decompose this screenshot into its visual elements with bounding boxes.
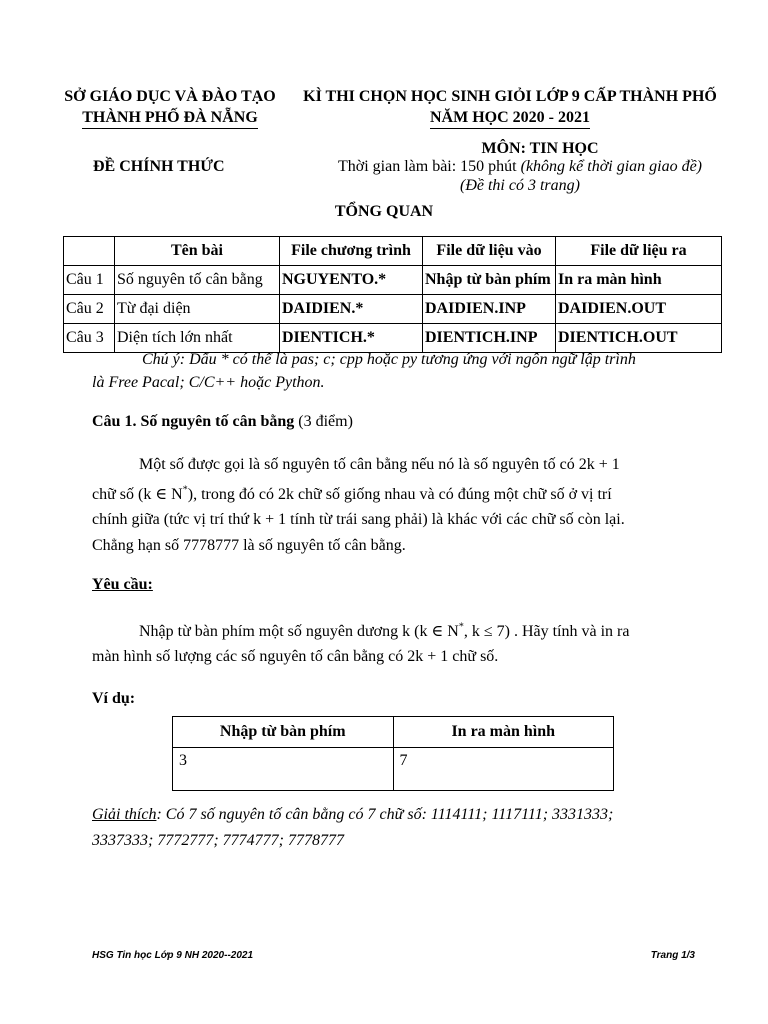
- requirement-line-2: màn hình số lượng các số nguyên tố cân bằng có 2k + 1 chữ số.: [92, 648, 499, 665]
- footer-left: HSG Tin học Lớp 9 NH 2020--2021: [92, 950, 254, 961]
- overview-cell: Số nguyên tố cân bằng: [115, 266, 280, 295]
- pages-note: (Đề thi có 3 trang): [460, 177, 580, 194]
- overview-cell: Câu 1: [64, 266, 115, 295]
- req-text: , k ≤ 7) . Hãy tính và in ra: [463, 623, 630, 640]
- overview-header-cell: File dữ liệu vào: [423, 237, 556, 266]
- overview-cell: DAIDIEN.OUT: [556, 295, 722, 324]
- superscript: *: [458, 621, 464, 633]
- overview-header-cell: [64, 237, 115, 266]
- explanation-text: : Có 7 số nguyên tố cân bằng có 7 chữ số: 1114111; 1117111; 3331333;: [156, 806, 614, 823]
- footer-page-number: Trang 1/3: [650, 950, 695, 961]
- overview-cell: In ra màn hình: [556, 266, 722, 295]
- question-1-heading: [92, 413, 353, 431]
- exam-title-line-1: KÌ THI CHỌN HỌC SINH GIỎI LỚP 9 CẤP THÀNH PHỐ: [303, 88, 717, 105]
- overview-header-cell: File chương trình: [280, 237, 423, 266]
- explanation-label: Giải thích: [92, 806, 157, 823]
- exam-title-line-2: NĂM HỌC 2020 - 2021: [430, 107, 590, 129]
- overview-cell: Diện tích lớn nhất: [115, 324, 280, 353]
- overview-cell: Câu 3: [64, 324, 115, 353]
- overview-header-row: [64, 237, 722, 266]
- overview-header-cell: File dữ liệu ra: [556, 237, 722, 266]
- overview-cell: Từ đại diện: [115, 295, 280, 324]
- para-text: ), trong đó có 2k chữ số giống nhau và có đúng một chữ số ở vị trí: [187, 486, 612, 503]
- overview-row: [64, 295, 722, 324]
- time-line: [300, 158, 740, 176]
- overview-cell: DIENTICH.OUT: [556, 324, 722, 353]
- time-text: Thời gian làm bài: 150 phút: [337, 158, 517, 175]
- subject-label: MÔN: TIN HỌC: [481, 140, 599, 157]
- overview-header-cell: Tên bài: [115, 237, 280, 266]
- overview-cell: DAIDIEN.INP: [423, 295, 556, 324]
- example-header-input: Nhập từ bàn phím: [173, 717, 394, 748]
- overview-cell: Câu 2: [64, 295, 115, 324]
- superscript: *: [182, 484, 188, 496]
- exam-header: [280, 86, 740, 129]
- department-line-2: THÀNH PHỐ ĐÀ NẴNG: [82, 107, 258, 129]
- overview-cell: NGUYENTO.*: [280, 266, 423, 295]
- overview-row: [64, 266, 722, 295]
- explanation-line-2: 3337333; 7772777; 7774777; 7778777: [92, 832, 344, 849]
- example-header-output: In ra màn hình: [393, 717, 614, 748]
- example-input-value: 3: [173, 748, 394, 791]
- time-note: (không kể thời gian giao đề): [520, 158, 703, 175]
- question-1-para-line-1: Một số được gọi là số nguyên tố cân bằng nếu nó là số nguyên tố có 2k + 1: [139, 456, 620, 473]
- example-header-row: [173, 717, 614, 748]
- overview-cell: DAIDIEN.*: [280, 295, 423, 324]
- overview-cell: Nhập từ bàn phím: [423, 266, 556, 295]
- requirement-line-1: [139, 621, 629, 641]
- req-text: Nhập từ bàn phím một số nguyên dương k (k ∈ N: [139, 623, 459, 640]
- overview-cell: DIENTICH.*: [280, 324, 423, 353]
- para-text: chữ số (k ∈ N: [92, 486, 183, 503]
- example-label: Ví dụ:: [92, 690, 136, 707]
- department-line-1: SỞ GIÁO DỤC VÀ ĐÀO TẠO: [64, 88, 276, 105]
- overview-table: [63, 236, 722, 353]
- requirement-label: Yêu cầu:: [92, 576, 153, 593]
- question-1-para-line-2: [92, 484, 612, 504]
- department-header: [30, 86, 310, 129]
- overview-note-line-1: Chú ý: Dấu * có thể là pas; c; cpp hoặc py tương ứng với ngôn ngữ lập trình: [142, 351, 636, 368]
- question-1-para-line-4: Chẳng hạn số 7778777 là số nguyên tố cân bằng.: [92, 537, 406, 554]
- overview-cell: DIENTICH.INP: [423, 324, 556, 353]
- overview-note-line-2: là Free Pacal; C/C++ hoặc Python.: [92, 374, 325, 391]
- example-output-value: 7: [393, 748, 614, 791]
- question-1-para-line-3: chính giữa (tức vị trí thứ k + 1 tính từ trái sang phải) là khác với các chữ số còn lại.: [92, 511, 625, 528]
- overview-row: [64, 324, 722, 353]
- question-1-title: Câu 1. Số nguyên tố cân bằng: [92, 413, 295, 430]
- example-row: [173, 748, 614, 791]
- example-table: [172, 716, 614, 791]
- overview-title: TỔNG QUAN: [334, 203, 434, 220]
- official-label: ĐỀ CHÍNH THỨC: [93, 158, 225, 175]
- question-1-points: (3 điểm): [298, 413, 353, 430]
- explanation-line-1: [92, 806, 613, 824]
